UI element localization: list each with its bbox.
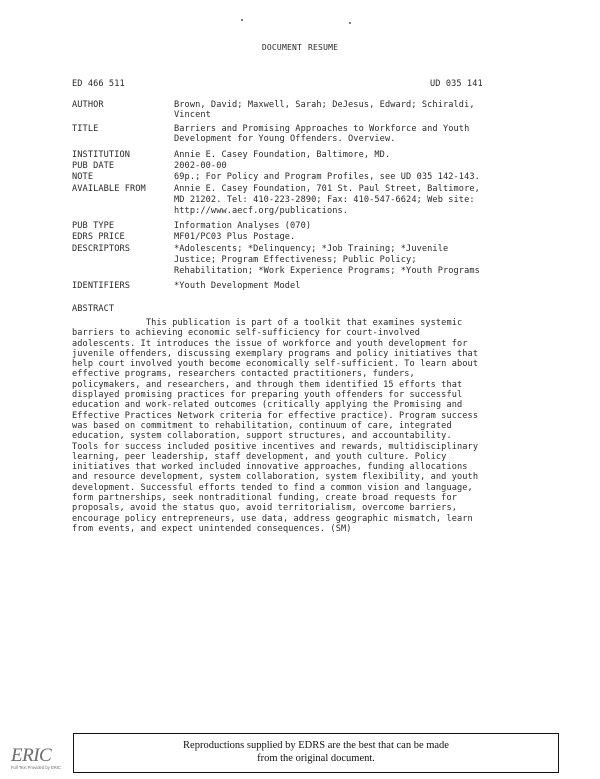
svg-text:Full Text Provided by ERIC: Full Text Provided by ERIC: [11, 765, 61, 770]
field-value-edrs-price: MF01/PC03 Plus Postage.: [174, 232, 296, 242]
field-value-descriptors-line-2: Justice; Program Effectiveness; Public Policy;: [174, 255, 417, 265]
field-value-descriptors-line-3: Rehabilitation; *Work Experience Programs; *Youth Programs: [174, 266, 480, 276]
field-label-title: TITLE: [72, 124, 99, 134]
field-value-institution: Annie E. Casey Foundation, Baltimore, MD.: [174, 150, 391, 160]
field-value-author-line-2: Vincent: [174, 109, 211, 120]
abstract-label: ABSTRACT: [72, 304, 115, 314]
abstract-line: education, system collaboration, support structures, and accountability.: [72, 431, 452, 442]
document-resume-header: [0, 43, 600, 52]
svg-text:ERIC: ERIC: [11, 745, 52, 766]
ed-number: ED 466 511: [72, 79, 125, 89]
abstract-line: This publication is part of a toolkit that examines systemic: [72, 318, 463, 328]
abstract-line: Tools for success included positive incentives and rewards, multidisciplinary: [72, 441, 479, 452]
abstract-line: form partnerships, seek nontraditional funding, create broad requests for: [72, 493, 457, 504]
scan-speck: [349, 22, 351, 24]
eric-logo-icon: [10, 742, 61, 772]
field-label-note: NOTE: [72, 172, 94, 182]
ud-number: UD 035 141: [430, 79, 483, 89]
field-label-pub-type: PUB TYPE: [72, 221, 115, 231]
field-value-note: 69p.; For Policy and Program Profiles, see UD 035 142-143.: [174, 172, 480, 182]
header-word-resume: RESUME: [308, 43, 339, 52]
scan-speck: [241, 19, 243, 21]
field-value-identifiers: *Youth Development Model: [174, 281, 301, 291]
field-value-pub-type: Information Analyses (070): [174, 221, 312, 231]
field-label-institution: INSTITUTION: [72, 150, 131, 160]
abstract-line: displayed promising practices for preparing youth offenders for successful: [72, 390, 463, 401]
abstract-line: from events, and expect unintended consequences. (SM): [72, 523, 352, 534]
field-value-title-line-1: Barriers and Promising Approaches to Workforce and Youth: [174, 124, 470, 134]
reproduction-notice-box: [73, 733, 559, 773]
field-label-author: AUTHOR: [72, 100, 104, 110]
field-value-available-from-line-3: http://www.aecf.org/publications.: [174, 206, 349, 216]
abstract-line: initiatives that worked included innovative approaches, funding allocations: [72, 462, 468, 473]
field-value-available-from-line-2: MD 21202. Tel: 410-223-2890; Fax: 410-547-6624; Web site:: [174, 195, 475, 205]
abstract-line: development. Successful efforts tended to find a common vision and language,: [72, 482, 473, 493]
abstract-line: Effective Practices Network criteria for effective practice). Program success: [72, 410, 479, 421]
field-value-available-from-line-1: Annie E. Casey Foundation, 701 St. Paul Street, Baltimore,: [174, 184, 480, 194]
field-value-descriptors-line-1: *Adolescents; *Delinquency; *Job Training; *Juvenile: [174, 244, 449, 254]
reproduction-notice-line-1: Reproductions supplied by EDRS are the best that can be made: [183, 740, 449, 751]
abstract-body: [72, 318, 478, 534]
abstract-line: help court involved youth become economically self-sufficient. To learn about: [72, 359, 479, 370]
field-value-title-line-2: Development for Young Offenders. Overview.: [174, 133, 396, 144]
abstract-line: barriers to achieving economic self-sufficiency for court-involved: [72, 328, 421, 339]
abstract-line: effective programs, researchers contacted practitioners, funders,: [72, 369, 415, 380]
field-value-pub-date: 2002-00-00: [174, 161, 227, 171]
field-label-pub-date: PUB DATE: [72, 161, 115, 171]
abstract-line: proposals, avoid the status quo, avoid territorialism, overcome barriers,: [72, 503, 457, 514]
field-value-author-line-1: Brown, David; Maxwell, Sarah; DeJesus, Edward; Schiraldi,: [174, 100, 475, 110]
abstract-line: juvenile offenders, discussing exemplary programs and policy initiatives that: [72, 348, 479, 359]
abstract-line: education and work-related outcomes (critically applying the Promising and: [72, 400, 463, 411]
reproduction-notice-line-2: from the original document.: [257, 753, 375, 764]
abstract-line: was based on commitment to rehabilitation, continuum of care, integrated: [72, 420, 452, 431]
header-word-document: DOCUMENT: [261, 43, 303, 52]
field-label-edrs-price: EDRS PRICE: [72, 232, 125, 242]
abstract-line: and resource development, system collaboration, system flexibility, and youth: [72, 472, 479, 483]
abstract-line: learning, peer leadership, staff development, and youth culture. Policy: [72, 451, 447, 462]
field-label-identifiers: IDENTIFIERS: [72, 281, 131, 291]
field-label-available-from: AVAILABLE FROM: [72, 184, 146, 194]
abstract-line: adolescents. It introduces the issue of workforce and youth development for: [72, 338, 468, 349]
field-label-descriptors: DESCRIPTORS: [72, 244, 131, 254]
abstract-line: encourage policy entrepreneurs, use data, address geographic mismatch, learn: [72, 513, 473, 524]
abstract-line: policymakers, and researchers, and through them identified 15 efforts that: [72, 379, 463, 390]
